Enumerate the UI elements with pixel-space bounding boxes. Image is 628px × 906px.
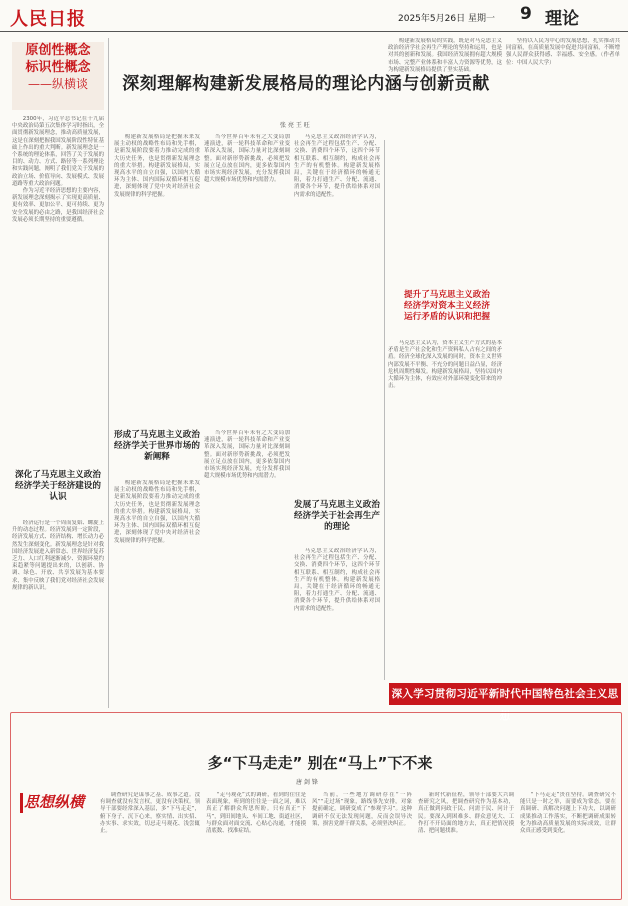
article-paragraph: 新时代新征程，领导干部要大兴调查研究之风，把调查研究作为基本功，真正做到问政于民、问需于民、问计于民。要深入到困难多、群众意见大、工作打不开局面的地方去，真正把情况摸清、把问题找准。 [418, 792, 514, 835]
article-paragraph: 马克思主义认为，资本主义生产方式的基本矛盾是生产社会化和生产资料私人占有之间的矛盾。经济全球化深入发展的同时，资本主义世界内部发展不平衡、不充分的问题日益凸显，经济危机周期性爆发。构建新发展格局，坚持以国内大循环为主体，有效应对外部环境变化带来的冲击。 [388, 340, 502, 390]
article-paragraph: 调查研究是谋事之基、成事之道。没有调查就没有发言权，更没有决策权。领导干部要经常深入基层，多“下马走走”，俯下身子、沉下心来，察实情、出实招、办实事、求实效，切忌走马观花、浅尝辄止。 [100, 792, 200, 835]
main-article-column [294, 548, 380, 680]
newspaper-logo: 人民日报 [10, 9, 86, 30]
section-banner: 深入学习贯彻习近平新时代中国特色社会主义思想 [389, 683, 621, 705]
masthead [0, 0, 628, 32]
main-article-subhead: 形成了马克思主义政治经济学关于世界市场的新阐释 [114, 430, 200, 462]
main-article-column [388, 38, 502, 288]
column-logo [20, 785, 86, 823]
main-article-column [204, 430, 290, 680]
main-article-subhead: 提升了马克思主义政治经济学对资本主义经济运行矛盾的认识和把握 [404, 290, 490, 322]
article-paragraph: 构建新发展格局的实践，既是对马克思主义政治经济学社会再生产理论的坚持和运用，也是对其的创新和发展。我国经济发展拥有超大规模市场、完整产业体系和丰富人力资源等优势，这为构建新发展格局提供了坚实基础。 [388, 38, 502, 73]
sidebar-paragraph: 经济运行是一个周而复始、螺旋上升的动态过程。经济发展到一定阶段，经济发展方式、经济结构、增长动力必然发生深刻变化。新发展理念是针对我国经济发展进入新常态、世界经济复苏乏力、人口红利逐渐减少、资源环境约束趋紧等问题提出来的，以创新、协调、绿色、开放、共享发展为基本要求，集中反映了我们党对经济社会发展规律的新认识。 [12, 520, 104, 591]
sidebar-paragraph: 2300年，习近平总书记在十九届中央政治局第五次集体学习时指出，全面贯彻新发展理念，推动高质量发展，这是在深刻把握我国发展阶段性特征基础上作出的重大判断。新发展理念是一个系统的理论体系，回答了关于发展的目的、动力、方式、路径等一系列理论和实践问题，阐明了我们党关于发展的政治立场、价值导向、发展模式、发展道路等重大政治问题。 [12, 116, 104, 187]
main-article-column [204, 134, 290, 424]
article-paragraph: 马克思主义政治经济学认为，社会再生产过程包括生产、分配、交换、消费四个环节，这四个环节相互联系、相互制约，构成社会再生产的有机整体。构建新发展格局，关键在于经济循环的畅通无阻，着力打通生产、分配、流通、消费各个环节，提升供给体系对国内需求的适配性。 [294, 134, 380, 198]
article-paragraph: 构建新发展格局是把握未来发展主动权的战略性布局和先手棋，是新发展阶段要着力推动完成的重大历史任务，也是贯彻新发展理念的重大举措。构建新发展格局，实现高水平的自立自强，以国内大循环为主体、国内国际双循环相互促进，深刻体现了党中央对经济社会发展规律的科学把握。 [114, 134, 200, 198]
column-divider [384, 140, 385, 680]
lower-article-title: 多“下马走走” 别在“马上”下不来 [207, 754, 433, 772]
sidebar-paragraph: 作为习近平经济思想的主要内容，新发展理念深刻揭示了实现更高质量、更有效率、更加公平、更可持续、更为安全发展的必由之路，是我国经济社会发展必须长期坚持的重要遵循。 [12, 188, 104, 223]
main-article-byline: 张 亮 王 旺 [280, 122, 310, 129]
main-article-subhead: 发展了马克思主义政治经济学关于社会再生产的理论 [294, 500, 380, 532]
main-article-column [506, 38, 620, 675]
page-number: 9 [520, 4, 532, 24]
lower-article-byline: 唐 剑 锋 [296, 779, 318, 786]
sidebar-column-title [12, 42, 104, 110]
main-article-column [294, 134, 380, 494]
lower-article-column [520, 792, 616, 896]
main-article-column [114, 480, 200, 680]
issue-date: 2025年5月26日 星期一 [398, 14, 495, 24]
article-paragraph: “下马走走”贵在坚持。调查研究不能只是一时之举，而要成为常态。要在真调研、真解决问题上下功夫，以调研成果推动工作落实，不断把调研成果转化为推动高质量发展的实际成效，让群众真正感受到变化。 [520, 792, 616, 835]
article-paragraph: 当今世界百年未有之大变局加速演进，新一轮科技革命和产业变革深入发展，国际力量对比深刻调整。面对新形势新挑战，必须把发展立足点放在国内，更多依靠国内市场实现经济发展，充分发挥我国超大规模市场优势和内需潜力。 [204, 134, 290, 184]
sidebar-text-lower [12, 520, 104, 706]
sidebar-title-line1: 原创性概念 [25, 43, 91, 58]
article-paragraph: 构建新发展格局是把握未来发展主动权的战略性布局和先手棋，是新发展阶段要着力推动完成的重大历史任务，也是贯彻新发展理念的重大举措。构建新发展格局，实现高水平的自立自强，以国内大循环为主体、国内国际双循环相互促进，深刻体现了党中央对经济社会发展规律的科学把握。 [114, 480, 200, 544]
article-paragraph: 当前，一些地方调研存在“一阵风”“走过场”现象，路线事先安排，对象提前确定，调研变成了“参观学习”。这种调研不仅无法发现问题，反而会误导决策，损害党群干群关系，必须坚决纠正。 [312, 792, 412, 827]
sidebar-title-line2: 标识性概念 [25, 60, 91, 75]
lower-article-column [100, 792, 200, 896]
column-divider [108, 38, 109, 708]
lower-article-column [206, 792, 306, 896]
lower-article-column [312, 792, 412, 896]
column-logo-mark [20, 793, 23, 813]
sidebar-subhead: 深化了马克思主义政治经济学关于经济建设的认识 [15, 470, 101, 502]
article-paragraph: 当今世界百年未有之大变局加速演进，新一轮科技革命和产业变革深入发展，国际力量对比深刻调整。面对新形势新挑战，必须把发展立足点放在国内，更多依靠国内市场实现经济发展，充分发挥我国超大规模市场优势和内需潜力。 [204, 430, 290, 480]
main-article-column [114, 134, 200, 424]
column-logo-text: 思想纵横 [24, 793, 85, 811]
sidebar-text-upper [12, 116, 104, 466]
main-article-column [388, 340, 502, 675]
page-section-name: 理论 [545, 9, 579, 29]
article-paragraph: 坚持以人民为中心的发展思想，扎实推动共同富裕，在高质量发展中促进共同富裕，不断增强人民群众获得感、幸福感、安全感。（作者单位：中国人民大学） [506, 38, 620, 66]
lower-article-column [418, 792, 514, 896]
main-article-title: 深刻理解构建新发展格局的理论内涵与创新贡献 [122, 74, 490, 94]
sidebar-title-line3: ——纵横谈 [27, 77, 88, 91]
article-paragraph: 马克思主义政治经济学认为，社会再生产过程包括生产、分配、交换、消费四个环节，这四个环节相互联系、相互制约，构成社会再生产的有机整体。构建新发展格局，关键在于经济循环的畅通无阻，着力打通生产、分配、流通、消费各个环节，提升供给体系对国内需求的适配性。 [294, 548, 380, 612]
article-paragraph: “走马观花”式的调研，看到的往往是表面现象，听到的往往是一面之词，难以真正了解群众所思所盼。只有真正“下马”，到田间地头、车间工地、街道社区，与群众面对面交流、心贴心沟通，才能摸清底数、找准症结。 [206, 792, 306, 835]
